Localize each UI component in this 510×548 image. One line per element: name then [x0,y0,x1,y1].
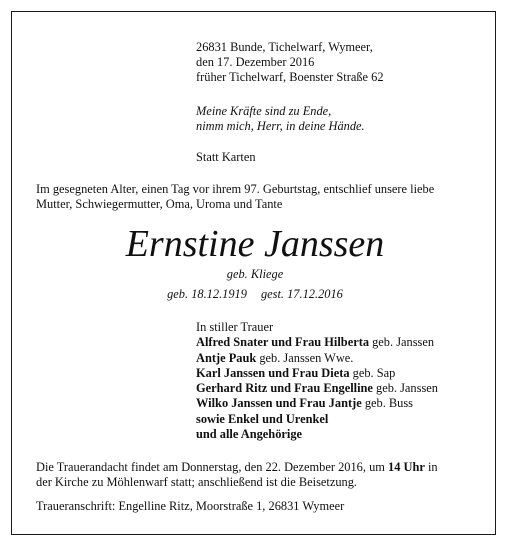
mourner-name: Wilko Janssen und Frau Jantje [196,396,362,411]
life-dates [0,287,510,302]
mourner-name: sowie Enkel und Urenkel [196,411,329,426]
mourning-address: Traueranschrift: Engelline Ritz, Moorstraße 1, 26831 Wymeer [36,499,345,513]
mourner-note: geb. Janssen [372,381,438,396]
mourner-name: Gerhard Ritz und Frau Engelline [196,381,373,396]
mourner-note: geb. Janssen Wwe. [256,350,354,365]
header-line-date: den 17. Dezember 2016 [196,55,315,69]
mourner-name: Antje Pauk [196,350,257,365]
mourner-entry [196,427,438,442]
mourner-name: Alfred Snater und Frau Hilberta [196,335,370,350]
statt-karten-note: Statt Karten [196,150,256,164]
mourner-entry [196,381,438,396]
mourner-entry [196,366,438,381]
service-line-1 [36,460,438,475]
header-line-place: 26831 Bunde, Tichelwarf, Wymeer, [196,40,373,54]
mourners-list [196,320,438,442]
motto-line-2: nimm mich, Herr, in deine Hände. [196,119,365,133]
mourner-name: und alle Angehörige [196,427,303,442]
header-block [196,40,384,85]
deceased-maiden-name: geb. Kliege [226,267,284,281]
header-line-former-address: früher Tichelwarf, Boenster Straße 62 [196,70,384,84]
service-text: Die Trauerandacht findet am Donnerstag, den 22. Dezember 2016, um [36,460,389,474]
intro-line-1: Im gesegneten Alter, einen Tag vor ihrem 97. Geburtstag, entschlief unsere liebe [36,182,435,196]
mourner-entry [196,396,438,411]
mourner-note: geb. Janssen [369,335,435,350]
service-text-end: in [424,460,438,474]
mourner-entry [196,335,438,350]
mourner-entry [196,412,438,427]
intro-text [36,182,434,212]
mourner-entry [196,351,438,366]
service-line-2: der Kirche zu Möhlenwarf statt; anschließend ist die Beisetzung. [36,475,358,489]
deceased-name: Ernstine Janssen [125,223,385,265]
service-info [36,460,438,490]
motto-verse [196,104,365,134]
birth-date: geb. 18.12.1919 [167,287,247,301]
mourner-note: geb. Sap [349,365,396,380]
mourner-note: geb. Buss [361,396,414,411]
death-date: gest. 17.12.2016 [260,287,343,301]
mourner-name: Karl Janssen und Frau Dieta [196,365,350,380]
service-time: 14 Uhr [388,460,425,474]
intro-line-2: Mutter, Schwiegermutter, Oma, Uroma und Tante [36,197,283,211]
mourners-heading: In stiller Trauer [196,320,274,334]
motto-line-1: Meine Kräfte sind zu Ende, [196,104,332,118]
